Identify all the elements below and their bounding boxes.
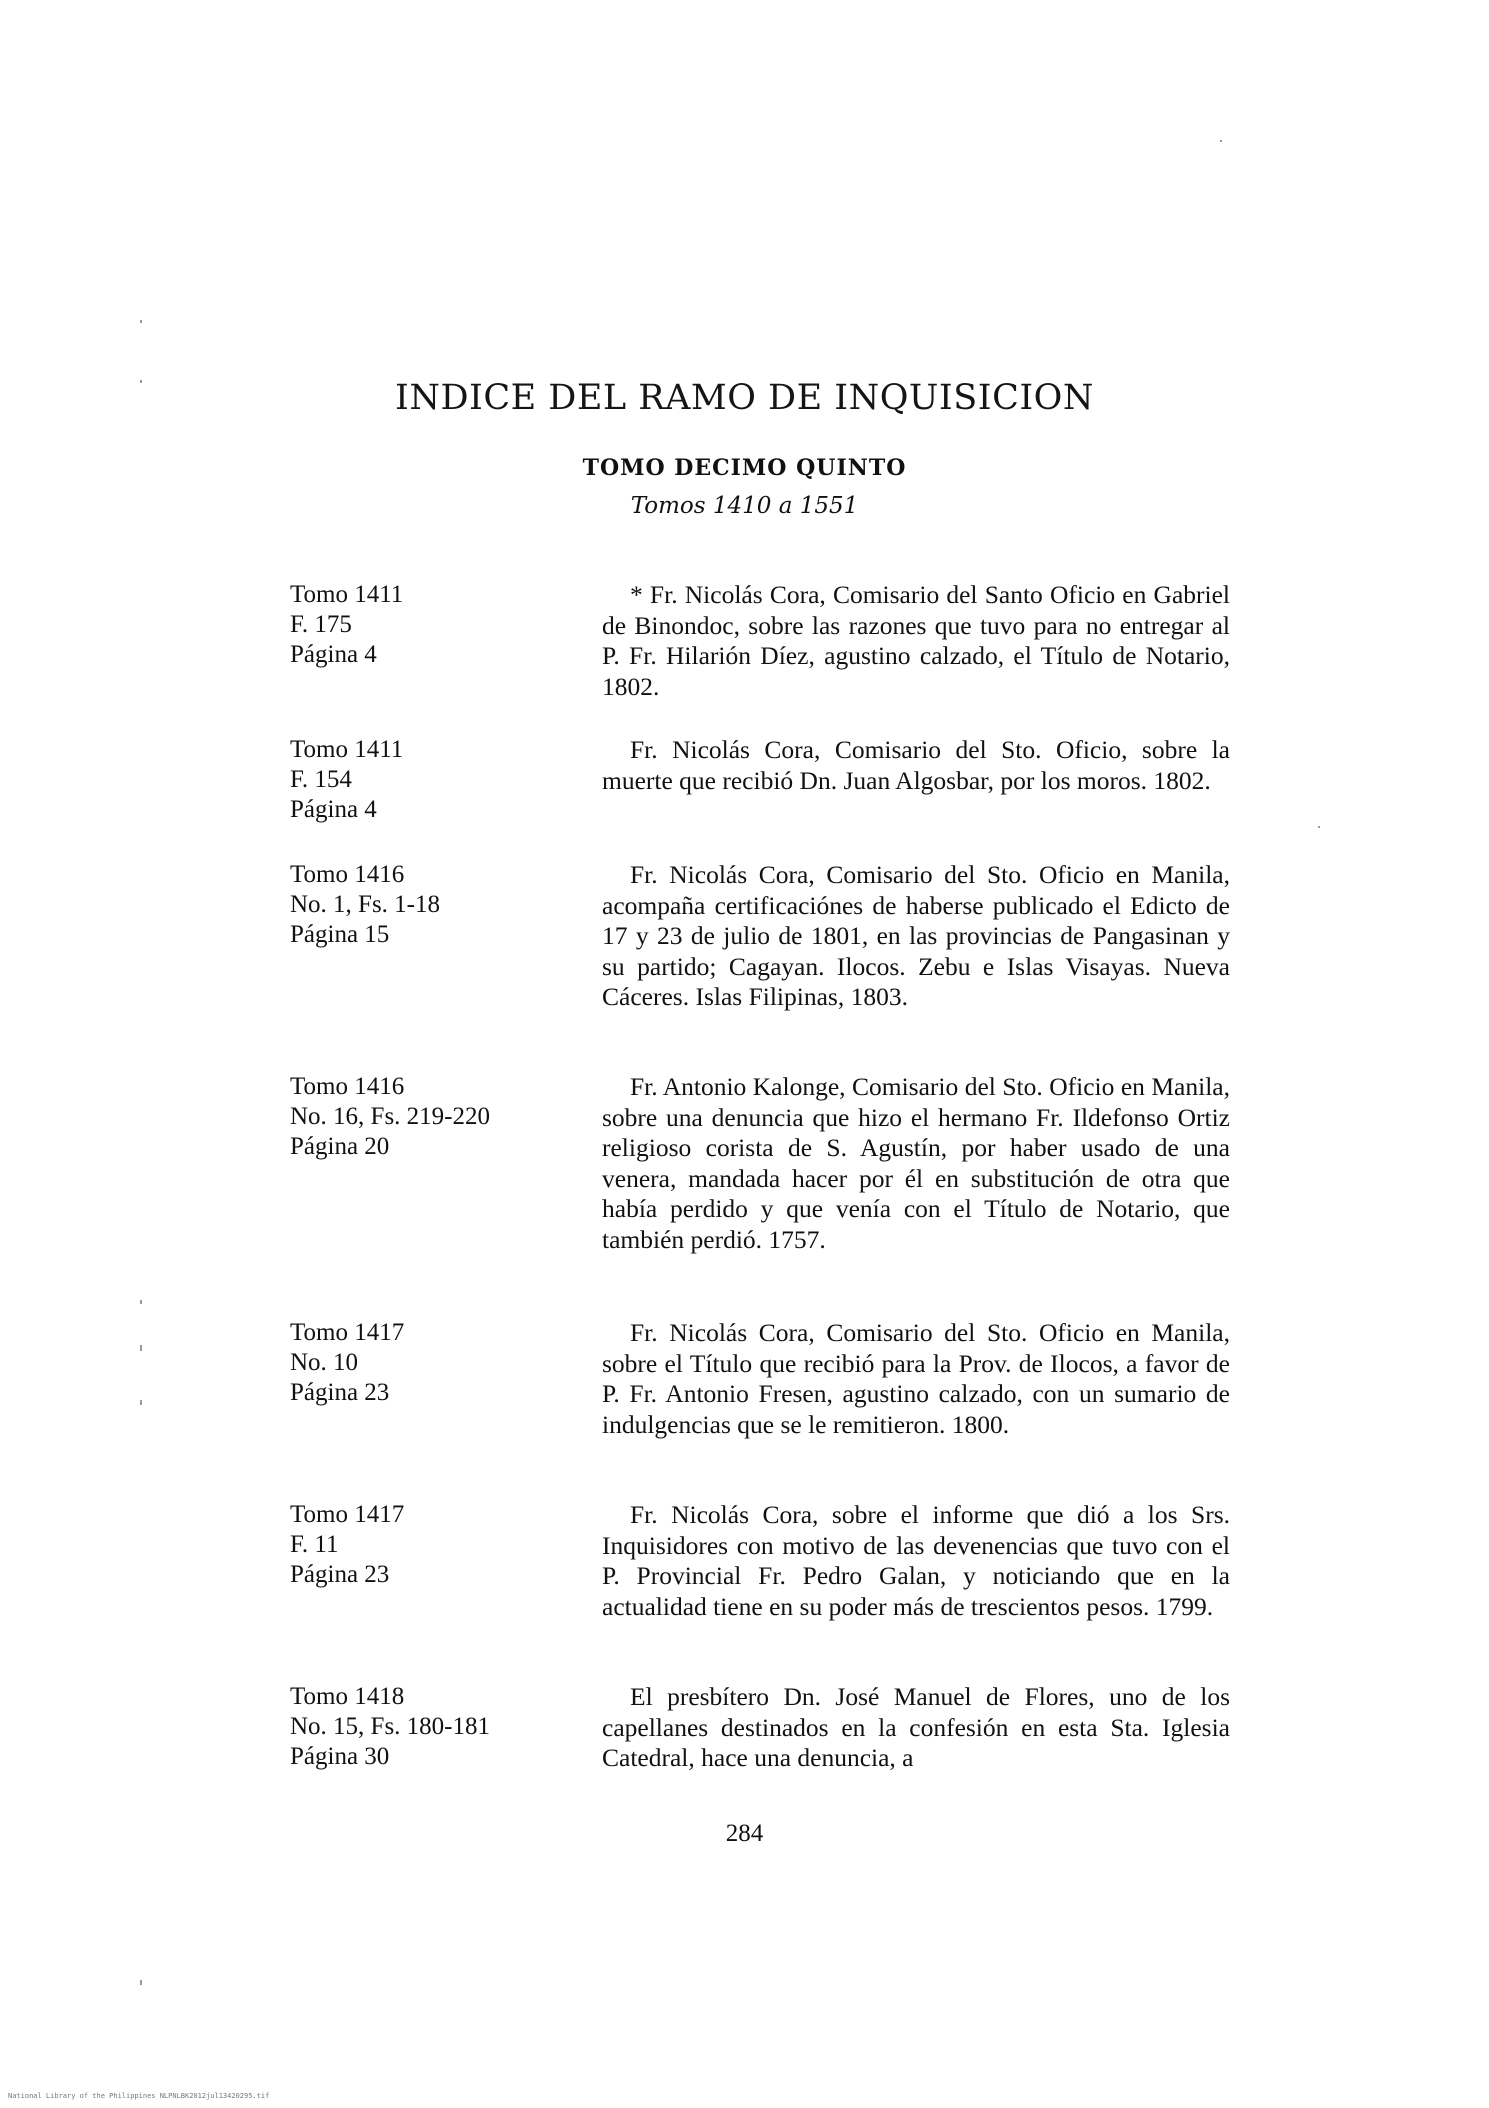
scan-speck xyxy=(140,380,142,383)
entry-folio: F. 154 xyxy=(290,766,352,793)
page-title: INDICE DEL RAMO DE INQUISICION xyxy=(395,378,1094,418)
entry-page: Página 23 xyxy=(290,1561,390,1588)
entry-tomo: Tomo 1416 xyxy=(290,1073,405,1100)
entry-tomo: Tomo 1411 xyxy=(290,581,404,608)
scan-speck xyxy=(140,1300,142,1304)
entry-reference xyxy=(290,1682,590,1772)
entry-description: Fr. Antonio Kalonge, Comisario del Sto. Oficio en Manila, sobre una denuncia que hizo el hermano Fr. Ildefonso Ortiz religioso corista de S. Agustín, por haber usado de una venera, mandada hacer por él en substitución de otra que había perdido y que venía con el Título de Notario, que también perdió. 1757. xyxy=(602,1072,1230,1254)
entry-reference xyxy=(290,860,590,950)
entry-reference xyxy=(290,1072,590,1162)
entry-description: Fr. Nicolás Cora, Comisario del Sto. Oficio, sobre la muerte que recibió Dn. Juan Algosbar, por los moros. 1802. xyxy=(602,735,1230,795)
entry-reference xyxy=(290,1318,590,1408)
page-number: 284 xyxy=(725,1820,764,1847)
scan-speck xyxy=(1318,826,1320,828)
entry-page: Página 23 xyxy=(290,1379,390,1406)
scan-speck xyxy=(140,1345,142,1351)
volume-subtitle: TOMO DECIMO QUINTO xyxy=(582,455,907,481)
entry-reference xyxy=(290,580,590,670)
entry-folio: No. 1, Fs. 1-18 xyxy=(290,891,441,918)
entry-reference xyxy=(290,735,590,825)
scan-credit: National Library of the Philippines NLPNLBK2012jul13420295.tif xyxy=(8,2092,270,2100)
entry-folio: No. 16, Fs. 219-220 xyxy=(290,1103,491,1130)
scan-speck xyxy=(140,1400,142,1405)
entry-tomo: Tomo 1416 xyxy=(290,861,405,888)
entry-tomo: Tomo 1417 xyxy=(290,1319,405,1346)
entry-description: Fr. Nicolás Cora, Comisario del Sto. Oficio en Manila, acompaña certificaciónes de haberse publicado el Edicto de 17 y 23 de julio de 1801, en las provincias de Pangasinan y su partido; Cagayan. Ilocos. Zebu e Islas Visayas. Nueva Cáceres. Islas Filipinas, 1803. xyxy=(602,860,1230,1011)
scan-speck xyxy=(140,1980,142,1985)
entry-description: * Fr. Nicolás Cora, Comisario del Santo Oficio en Gabriel de Binondoc, sobre las razones que tuvo para no entregar al P. Fr. Hilarión Díez, agustino calzado, el Título de Notario, 1802. xyxy=(602,580,1230,701)
entry-folio: No. 10 xyxy=(290,1349,359,1376)
entry-page: Página 4 xyxy=(290,641,377,668)
entry-description: El presbítero Dn. José Manuel de Flores, uno de los capellanes destinados en la confesión en esta Sta. Iglesia Catedral, hace una denuncia, a xyxy=(602,1682,1230,1772)
entry-page: Página 30 xyxy=(290,1743,390,1770)
entry-description: Fr. Nicolás Cora, Comisario del Sto. Oficio en Manila, sobre el Título que recibió para la Prov. de Ilocos, a favor de P. Fr. Antonio Fresen, agustino calzado, con un sumario de indulgencias que se le remitieron. 1800. xyxy=(602,1318,1230,1439)
entry-page: Página 4 xyxy=(290,796,377,823)
volume-range: Tomos 1410 a 1551 xyxy=(630,493,859,519)
entry-tomo: Tomo 1418 xyxy=(290,1683,405,1710)
entry-reference xyxy=(290,1500,590,1590)
scan-speck xyxy=(1220,140,1222,142)
scan-speck xyxy=(140,320,142,323)
entry-folio: F. 11 xyxy=(290,1531,339,1558)
entry-description: Fr. Nicolás Cora, sobre el informe que dió a los Srs. Inquisidores con motivo de las devenencias que tuvo con el P. Provincial Fr. Pedro Galan, y noticiando que en la actualidad tiene en su poder más de trescientos pesos. 1799. xyxy=(602,1500,1230,1621)
entry-page: Página 20 xyxy=(290,1133,390,1160)
entry-page: Página 15 xyxy=(290,921,390,948)
entry-folio: F. 175 xyxy=(290,611,352,638)
entry-tomo: Tomo 1411 xyxy=(290,736,404,763)
entry-folio: No. 15, Fs. 180-181 xyxy=(290,1713,491,1740)
entry-tomo: Tomo 1417 xyxy=(290,1501,405,1528)
